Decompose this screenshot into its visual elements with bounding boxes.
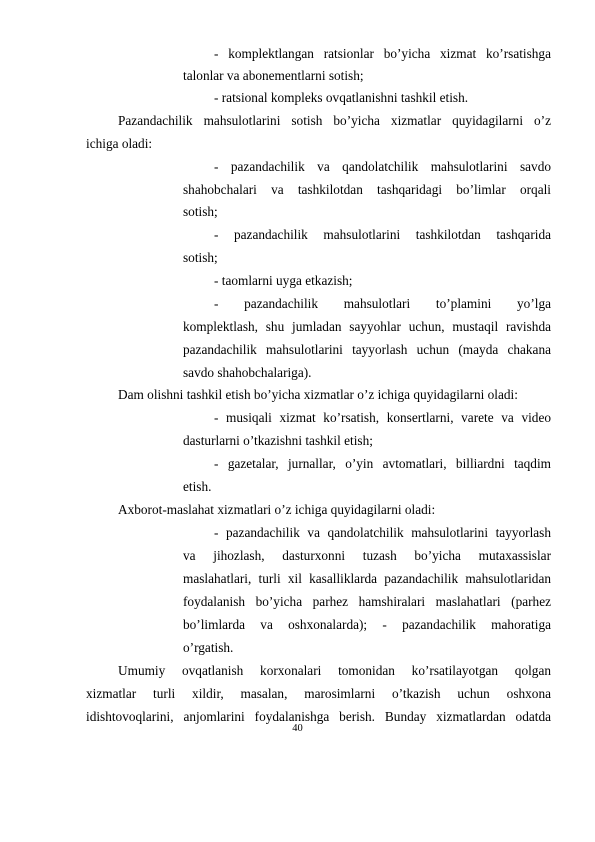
text-line: pazandachilik mahsulotlarini tayyorlash uchun (mayda chakana — [183, 342, 551, 357]
text-line: - pazandachilik mahsulotlari to’plamini yo’lga — [214, 296, 551, 311]
text-line: va jihozlash, dasturxonni tuzash bo’yicha mutaxassislar — [183, 548, 551, 563]
text-line: Axborot-maslahat xizmatlari o’z ichiga quyidagilarni oladi: — [118, 502, 436, 517]
text-line: o’rgatish. — [183, 640, 234, 655]
text-line: Dam olishni tashkil etish bo’yicha xizmatlar o’z ichiga quyidagilarni oladi: — [118, 387, 518, 402]
text-line: - taomlarni uyga etkazish; — [214, 273, 353, 288]
text-line: dasturlarni o’tkazishni tashkil etish; — [183, 433, 373, 448]
text-line: - ratsional kompleks ovqatlanishni tashkil etish. — [214, 90, 469, 105]
text-line: - gazetalar, jurnallar, o’yin avtomatlari, billiardni taqdim — [214, 456, 551, 471]
text-line: sotish; — [183, 204, 218, 219]
text-line: idishtovoqlarini, anjomlarini foydalanishga berish. Bunday xizmatlardan odatda — [86, 709, 551, 724]
text-line: xizmatlar turli xildir, masalan, marosimlarni o’tkazish uchun oshxona — [86, 686, 551, 701]
text-line: - musiqali xizmat ko’rsatish, konsertlarni, varete va video — [214, 410, 551, 425]
text-line: sotish; — [183, 250, 218, 265]
text-line: Umumiy ovqatlanish korxonalari tomonidan ko’rsatilayotgan qolgan — [118, 663, 551, 678]
text-line: talonlar va abonementlarni sotish; — [183, 68, 364, 83]
page-number: 40 — [292, 723, 303, 734]
text-line: shahobchalari va tashkilotdan tashqaridagi bo’limlar orqali — [183, 182, 551, 197]
text-line: savdo shahobchalariga). — [183, 365, 312, 380]
text-line: - pazandachilik va qandolatchilik mahsulotlarini savdo — [214, 159, 551, 174]
text-line: - pazandachilik va qandolatchilik mahsulotlarini tayyorlash — [214, 525, 551, 540]
text-line: - komplektlangan ratsionlar bo’yicha xizmat ko’rsatishga — [214, 46, 551, 61]
text-line: ichiga oladi: — [86, 136, 153, 151]
text-line: bo’limlarda va oshxonalarda); - pazandachilik mahoratiga — [183, 617, 551, 632]
text-line: Pazandachilik mahsulotlarini sotish bo’yicha xizmatlar quyidagilarni o’z — [118, 113, 551, 128]
text-line: - pazandachilik mahsulotlarini tashkilotdan tashqarida — [214, 227, 551, 242]
text-line: maslahatlari, turli xil kasalliklarda pazandachilik mahsulotlaridan — [183, 571, 551, 586]
text-line: etish. — [183, 479, 212, 494]
text-line: komplektlash, shu jumladan sayyohlar uchun, mustaqil ravishda — [183, 319, 551, 334]
text-line: foydalanish bo’yicha parhez hamshiralari maslahatlari (parhez — [183, 594, 551, 609]
